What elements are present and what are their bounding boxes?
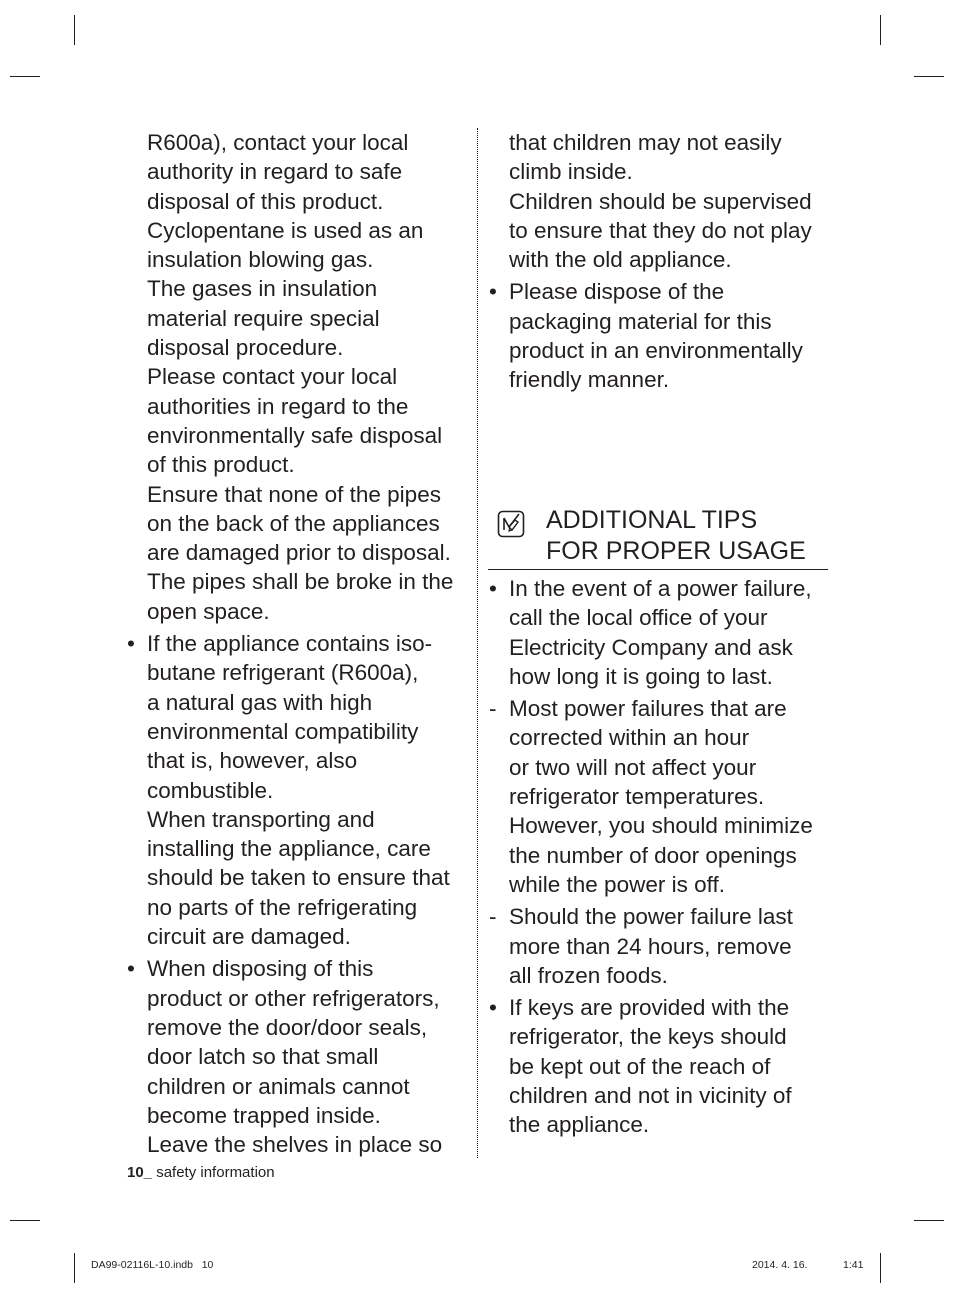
text-line: refrigerator temperatures. [509, 784, 765, 810]
bullet-marker: • [489, 279, 497, 305]
text-line: Children should be supervised [509, 188, 812, 214]
bullet-text [509, 277, 839, 394]
text-line: that children may not easily [509, 130, 782, 155]
text-line: a natural gas with high [147, 689, 373, 715]
section-title-line: ADDITIONAL TIPS [546, 506, 758, 534]
text-line: open space. [147, 598, 270, 624]
text-line: The gases in insulation [147, 276, 378, 302]
bullet-text [147, 954, 477, 1159]
text-line: If the appliance contains iso- [147, 631, 433, 657]
text-line: or two will not affect your [509, 754, 757, 780]
text-line: butane refrigerant (R600a), [147, 660, 419, 686]
crop-mark [880, 1253, 881, 1283]
crop-mark [914, 1220, 944, 1221]
continuation-paragraph [147, 128, 477, 626]
text-line: Ensure that none of the pipes [147, 481, 441, 507]
text-line: of this product. [147, 452, 295, 478]
text-line: climb inside. [509, 159, 633, 185]
text-line: If keys are provided with the [509, 995, 790, 1021]
text-line: Most power failures that are [509, 696, 787, 722]
text-line: door latch so that small [147, 1044, 379, 1070]
bullet-item-disposing [127, 954, 477, 1159]
text-line: circuit are damaged. [147, 924, 351, 950]
dash-marker: - [489, 696, 497, 722]
section-title [546, 505, 806, 567]
text-line: Please contact your local [147, 364, 398, 390]
text-line: be kept out of the reach of [509, 1053, 771, 1079]
text-line: with the old appliance. [509, 247, 732, 273]
tip-keys [489, 993, 839, 1139]
crop-mark [10, 76, 40, 77]
text-line: Cyclopentane is used as an [147, 217, 424, 243]
text-line: disposal procedure. [147, 335, 344, 361]
text-line: children or animals cannot [147, 1073, 410, 1099]
continuation-paragraph [509, 128, 839, 274]
text-line: remove the door/door seals, [147, 1014, 428, 1040]
text-line: In the event of a power failure, [509, 576, 812, 601]
text-line: friendly manner. [509, 367, 670, 393]
bullet-marker: • [127, 956, 135, 982]
text-line: to ensure that they do not play [509, 217, 812, 243]
text-line: how long it is going to last. [509, 663, 773, 689]
column-divider [477, 128, 478, 1158]
text-line: When disposing of this [147, 956, 374, 982]
text-line: Electricity Company and ask [509, 634, 793, 660]
text-line: environmentally safe disposal [147, 422, 443, 448]
text-line: insulation blowing gas. [147, 247, 374, 273]
crop-mark [10, 1220, 40, 1221]
text-line: combustible. [147, 777, 274, 803]
crop-mark [74, 1253, 75, 1283]
text-line: corrected within an hour [509, 725, 750, 751]
text-line: should be taken to ensure that [147, 865, 450, 891]
crop-mark [880, 15, 881, 45]
text-line: authorities in regard to the [147, 393, 409, 419]
page-footer [127, 1164, 275, 1181]
text-line: while the power is off. [509, 871, 725, 897]
text-line: Please dispose of the [509, 279, 725, 305]
text-line: all frozen foods. [509, 962, 668, 988]
bullet-text [509, 902, 839, 990]
text-line: When transporting and [147, 806, 375, 832]
section-heading [488, 505, 828, 570]
text-line: the appliance. [509, 1112, 650, 1138]
text-line: installing the appliance, care [147, 836, 431, 862]
text-line: that is, however, also [147, 748, 358, 774]
tips-list [489, 574, 839, 1143]
text-line: on the back of the appliances [147, 510, 440, 536]
text-line: no parts of the refrigerating [147, 894, 418, 920]
text-line: more than 24 hours, remove [509, 933, 792, 959]
text-line: product in an environmentally [509, 338, 803, 364]
tip-long-failures [489, 902, 839, 990]
bullet-text [509, 694, 839, 899]
left-column [127, 128, 477, 1162]
text-line: the number of door openings [509, 842, 797, 868]
text-line: However, you should minimize [509, 813, 813, 839]
text-line: Should the power failure last [509, 904, 793, 930]
text-line: product or other refrigerators, [147, 985, 440, 1011]
section-title-line: FOR PROPER USAGE [546, 537, 806, 565]
text-line: environmental compatibility [147, 718, 419, 744]
dash-marker: - [489, 904, 497, 930]
bullet-marker: • [489, 995, 497, 1021]
text-line: children and not in vicinity of [509, 1083, 792, 1109]
text-line: are damaged prior to disposal. [147, 540, 451, 566]
text-line: disposal of this product. [147, 188, 384, 214]
bullet-marker: • [489, 576, 497, 601]
slug-date: 2014. 4. 16. [752, 1259, 808, 1271]
text-line: Leave the shelves in place so [147, 1132, 443, 1158]
text-line: material require special [147, 305, 380, 331]
crop-mark [914, 76, 944, 77]
bullet-text [509, 993, 839, 1139]
slug-file-name: DA99-02116L-10.indb 10 [91, 1259, 214, 1271]
text-line: authority in regard to safe [147, 159, 403, 185]
tip-short-failures [489, 694, 839, 899]
bullet-text [147, 629, 477, 951]
text-line: call the local office of your [509, 605, 768, 631]
text-line: The pipes shall be broke in the [147, 569, 454, 595]
bullet-item-packaging [489, 277, 839, 394]
slug-time: 1:41 [843, 1259, 864, 1271]
note-pencil-icon [497, 510, 525, 538]
bullet-item-isobutane [127, 629, 477, 951]
text-line: packaging material for this [509, 308, 772, 334]
crop-mark [74, 15, 75, 45]
text-line: become trapped inside. [147, 1102, 381, 1128]
text-line: R600a), contact your local [147, 130, 409, 155]
right-column [489, 128, 839, 398]
bullet-text [509, 574, 839, 691]
page-number: 10_ [127, 1164, 153, 1181]
footer-section-name: safety information [152, 1164, 275, 1181]
text-line: refrigerator, the keys should [509, 1024, 787, 1050]
tip-power-failure [489, 574, 839, 691]
bullet-marker: • [127, 631, 135, 657]
